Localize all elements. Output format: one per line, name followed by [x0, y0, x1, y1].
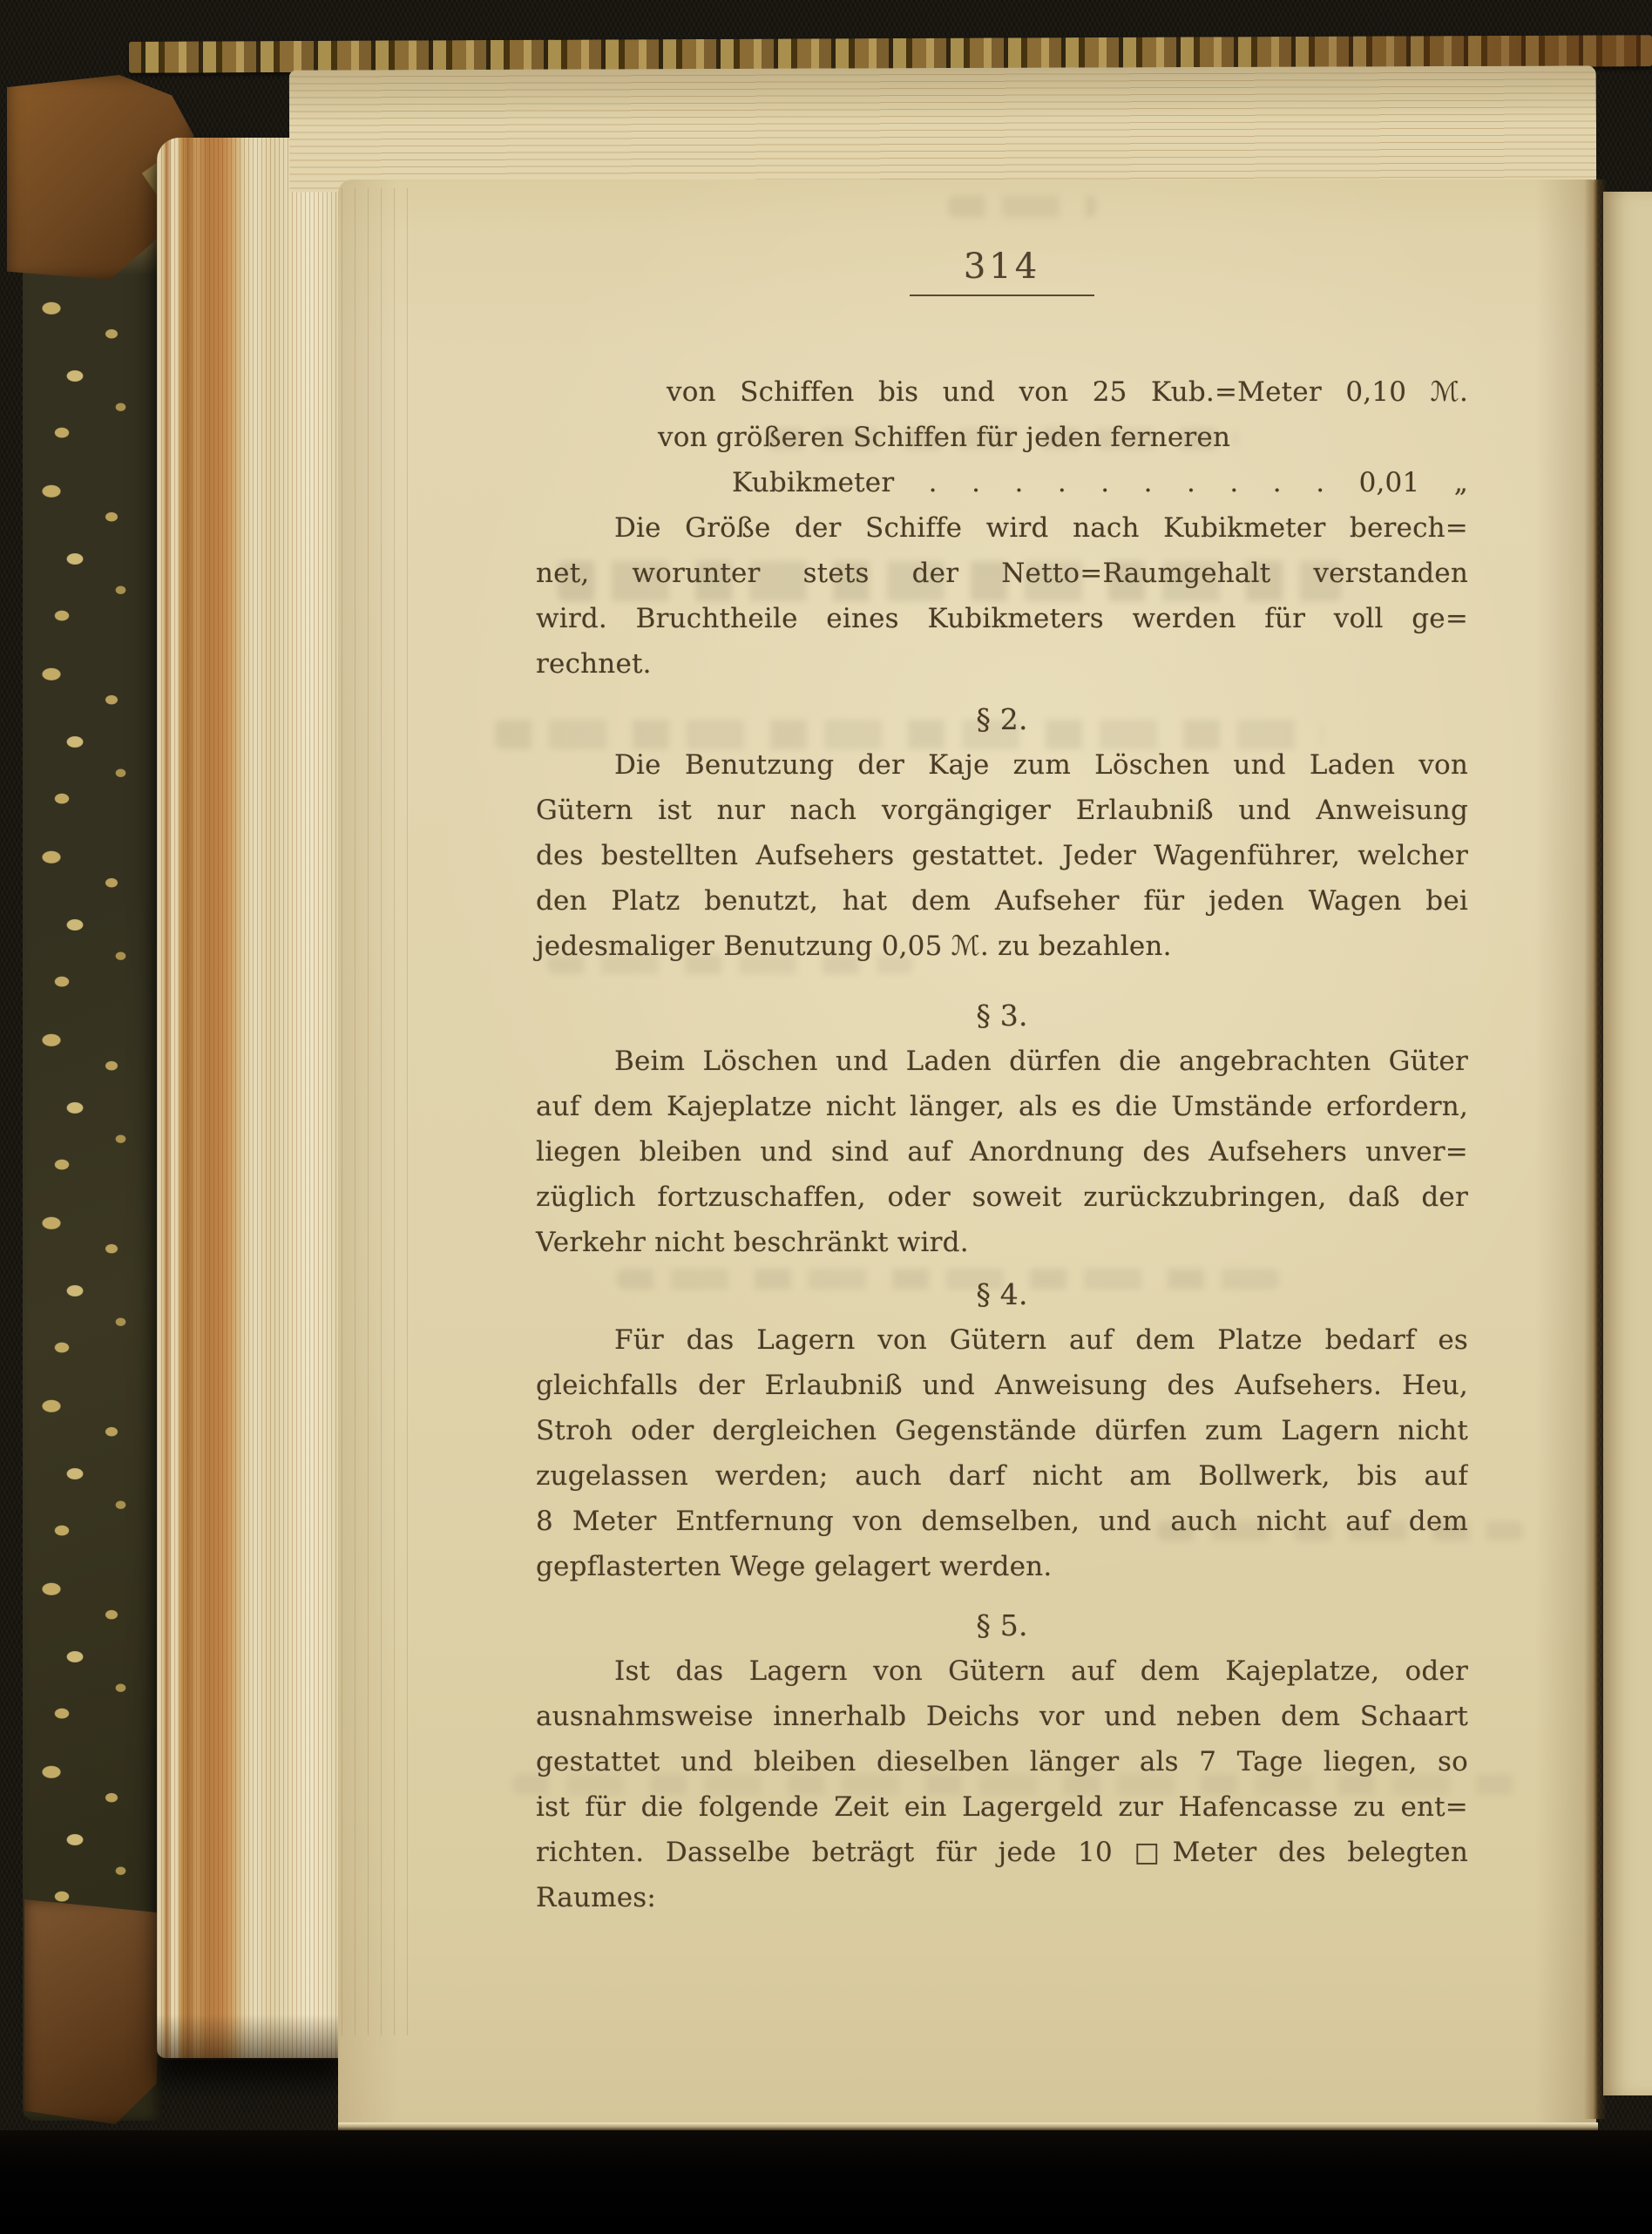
body-line: Gütern ist nur nach vorgängiger Erlaubniß und Anweisung [536, 795, 1468, 826]
body-line: gleichfalls der Erlaubniß und Anweisung des Aufsehers. Heu, [536, 1370, 1468, 1401]
fore-edge-page-stack [157, 138, 343, 2058]
page-bottom-edge [338, 2122, 1598, 2130]
body-line: liegen bleiben und sind auf Anordnung des Aufsehers unver= [536, 1136, 1468, 1168]
body-line: rechnet. [536, 648, 652, 680]
body-line: auf dem Kajeplatze nicht länger, als es die Umstände erfordern, [536, 1091, 1468, 1122]
paragraph [536, 505, 1468, 687]
page-number: 314 [963, 247, 1041, 287]
body-line: Für das Lagern von Gütern auf dem Platze bedarf es [614, 1324, 1468, 1356]
body-line: Raumes: [536, 1882, 656, 1913]
body-line: des bestellten Aufsehers gestattet. Jeder Wagenführer, welcher [536, 840, 1468, 871]
paragraph [536, 1039, 1468, 1265]
book-cover-marbled-edge [23, 92, 162, 2121]
body-line: 8 Meter Entfernung von demselben, und auch nicht auf dem [536, 1506, 1468, 1537]
page-number-rule [910, 294, 1094, 296]
body-line: züglich fortzuschaffen, oder soweit zurückzubringen, daß der [536, 1181, 1468, 1213]
body-line: richten. Dasselbe beträgt für jede 10 □Meter des belegten [536, 1837, 1468, 1868]
paragraph [536, 1648, 1468, 1920]
body-line: ist für die folgende Zeit ein Lagergeld zur Hafencasse zu ent= [536, 1791, 1468, 1823]
page-top-edges [289, 65, 1596, 192]
under-page-edges [342, 188, 416, 2035]
paragraph [536, 742, 1468, 969]
body-line: ausnahmsweise innerhalb Deichs vor und neben dem Schaart [536, 1701, 1468, 1732]
body-line: Beim Löschen und Laden dürfen die angebrachten Güter [614, 1046, 1468, 1077]
tariff-continuation [536, 369, 1468, 505]
section-heading: § 5. [976, 1608, 1028, 1642]
body-line: gepflasterten Wege gelagert werden. [536, 1551, 1053, 1582]
body-line: Verkehr nicht beschränkt wird. [536, 1227, 969, 1258]
body-line: zugelassen werden; auch darf nicht am Bollwerk, bis auf [536, 1460, 1468, 1492]
body-line: net, worunter stets der Netto=Raumgehalt verstanden [536, 558, 1468, 589]
tariff-line: Kubikmeter . . . . . . . . . . 0,01 „ [732, 467, 1468, 498]
section-heading: § 4. [976, 1277, 1028, 1311]
facing-page-sliver [1603, 192, 1652, 2095]
body-line: gestattet und bleiben dieselben länger als 7 Tage liegen, so [536, 1746, 1468, 1777]
show-through-ghost [948, 195, 1096, 218]
tariff-line: von größeren Schiffen für jeden ferneren [658, 422, 1231, 453]
open-book-page [338, 179, 1596, 2126]
bottom-shadow [0, 2130, 1652, 2234]
body-line: Die Größe der Schiffe wird nach Kubikmeter berech= [614, 512, 1468, 544]
body-line: den Platz benutzt, hat dem Aufseher für jeden Wagen bei [536, 885, 1468, 917]
body-line: jedesmaliger Benutzung 0,05 ℳ. zu bezahlen. [536, 931, 1172, 962]
section-heading: § 2. [976, 702, 1028, 736]
body-line: Stroh oder dergleichen Gegenstände dürfen zum Lagern nicht [536, 1415, 1468, 1446]
leather-corner-bottom [24, 1899, 162, 2124]
section-heading: § 3. [976, 999, 1028, 1032]
text-block [536, 246, 1468, 1920]
paragraph [536, 1317, 1468, 1589]
body-line: wird. Bruchtheile eines Kubikmeters werden für voll ge= [536, 603, 1468, 634]
body-line: Die Benutzung der Kaje zum Löschen und Laden von [614, 749, 1468, 781]
body-line: Ist das Lagern von Gütern auf dem Kajeplatze, oder [614, 1655, 1468, 1687]
tariff-line: von Schiffen bis und von 25 Kub.=Meter 0,10 ℳ. [667, 376, 1468, 408]
